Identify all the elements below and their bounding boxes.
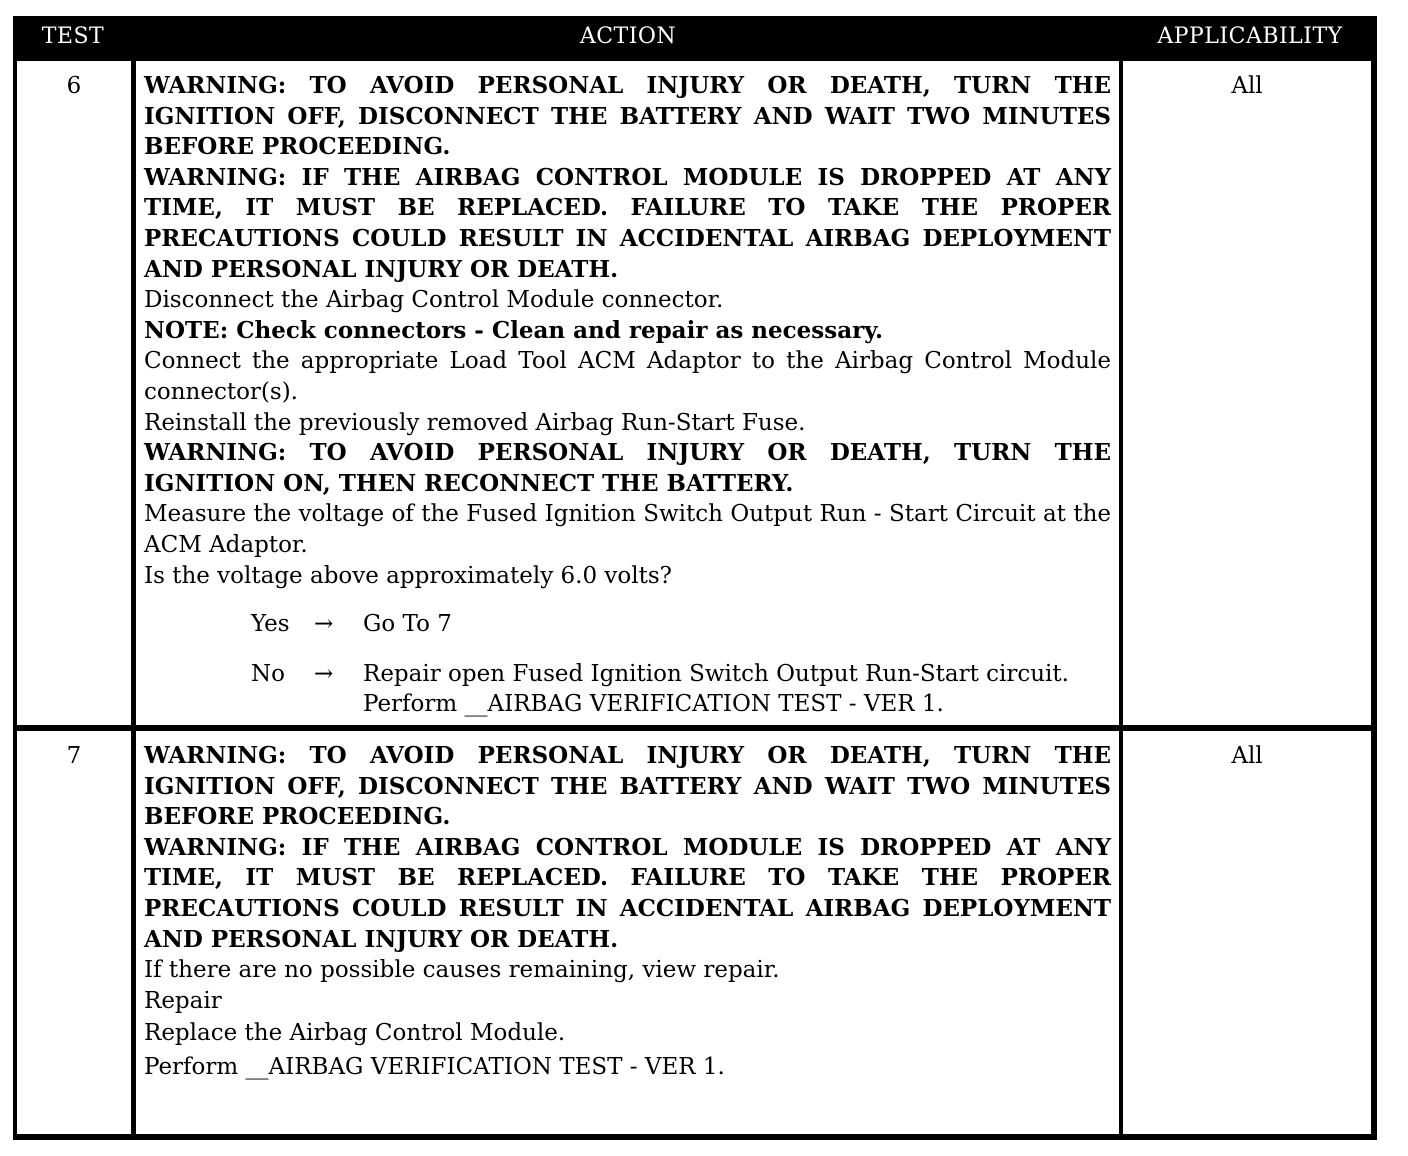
step-text: Connect the appropriate Load Tool ACM Adaptor to the Airbag Control Module connector(s). bbox=[144, 348, 1111, 405]
diagnostic-test-table bbox=[13, 16, 1377, 1140]
warning-ignition-on: WARNING: TO AVOID PERSONAL INJURY OR DEATH, TURN THE IGNITION ON, THEN RECONNECT THE BATTERY. bbox=[144, 439, 1111, 497]
test-number: 7 bbox=[66, 743, 82, 769]
step-text: Measure the voltage of the Fused Ignition Switch Output Run - Start Circuit at the ACM Adaptor. bbox=[144, 501, 1111, 558]
right-arrow-icon: → bbox=[314, 660, 334, 687]
step-text: Disconnect the Airbag Control Module connector. bbox=[144, 287, 724, 314]
yes-option bbox=[144, 609, 1111, 640]
repair-replace-text: Replace the Airbag Control Module. bbox=[144, 1020, 566, 1047]
no-option bbox=[144, 659, 1111, 720]
yes-goto: Go To 7 bbox=[363, 611, 452, 638]
repair-perform-text: Perform __AIRBAG VERIFICATION TEST - VER 1. bbox=[144, 1054, 725, 1081]
no-label: No bbox=[251, 660, 285, 687]
header-action: ACTION bbox=[579, 24, 677, 49]
applicability-value: All bbox=[1231, 743, 1263, 769]
applicability-cell-6 bbox=[1123, 61, 1371, 725]
warning-ignition-off: WARNING: TO AVOID PERSONAL INJURY OR DEATH, TURN THE IGNITION OFF, DISCONNECT THE BATTERY AND WAIT TWO MINUTES BEFORE PROCEEDING. bbox=[144, 742, 1111, 831]
test-number-7 bbox=[17, 731, 131, 1134]
test-number: 6 bbox=[66, 73, 82, 99]
action-cell-6 bbox=[136, 61, 1119, 725]
header-test: TEST bbox=[41, 24, 105, 49]
action-cell-7 bbox=[136, 731, 1119, 1134]
table-header bbox=[13, 16, 1377, 57]
header-applicability: APPLICABILITY bbox=[1157, 24, 1343, 49]
question-text: Is the voltage above approximately 6.0 volts? bbox=[144, 562, 673, 589]
test-number-6 bbox=[17, 61, 131, 725]
yes-label: Yes bbox=[251, 611, 290, 638]
note-text: NOTE: Check connectors - Clean and repair as necessary. bbox=[144, 316, 883, 344]
applicability-value: All bbox=[1231, 73, 1263, 99]
warning-ignition-off: WARNING: TO AVOID PERSONAL INJURY OR DEATH, TURN THE IGNITION OFF, DISCONNECT THE BATTERY AND WAIT TWO MINUTES BEFORE PROCEEDING. bbox=[144, 72, 1111, 161]
repair-label: Repair bbox=[144, 987, 222, 1014]
warning-module-dropped: WARNING: IF THE AIRBAG CONTROL MODULE IS DROPPED AT ANY TIME, IT MUST BE REPLACED. FAILURE TO TAKE THE PROPER PRECAUTIONS COULD RESULT IN ACCIDENTAL AIRBAG DEPLOYMENT AND PERSONAL INJURY OR DEATH. bbox=[144, 833, 1111, 953]
warning-module-dropped: WARNING: IF THE AIRBAG CONTROL MODULE IS DROPPED AT ANY TIME, IT MUST BE REPLACED. FAILURE TO TAKE THE PROPER PRECAUTIONS COULD RESULT IN ACCIDENTAL AIRBAG DEPLOYMENT AND PERSONAL INJURY OR DEATH. bbox=[144, 163, 1111, 283]
no-repair-text: Repair open Fused Ignition Switch Output Run-Start circuit. bbox=[363, 660, 1069, 687]
no-perform-text: Perform __AIRBAG VERIFICATION TEST - VER 1. bbox=[363, 691, 944, 718]
step-text: If there are no possible causes remaining, view repair. bbox=[144, 957, 780, 984]
right-arrow-icon: → bbox=[314, 611, 334, 638]
applicability-cell-7 bbox=[1123, 731, 1371, 1134]
step-text: Reinstall the previously removed Airbag Run-Start Fuse. bbox=[144, 409, 806, 436]
